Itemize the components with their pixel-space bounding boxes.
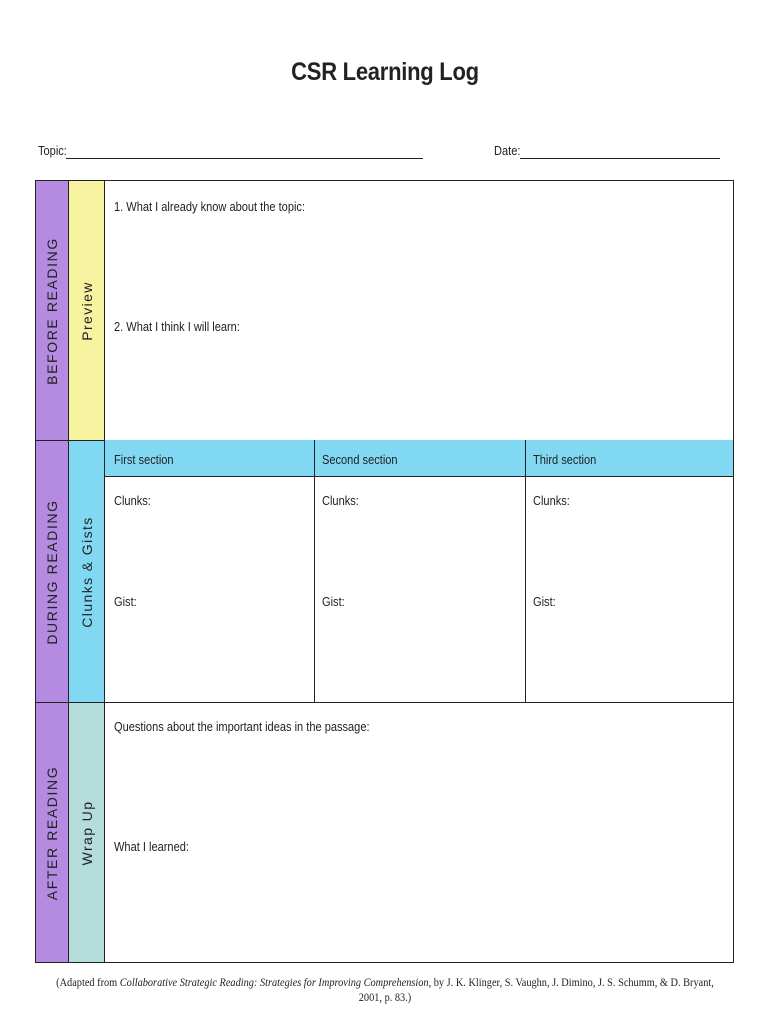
citation-suffix: , by J. K. Klinger, S. Vaughn, J. Dimino, J. S. Schumm, & D. Bryant, 2001, p. 83.) (358, 975, 714, 1004)
gist-label-first: Gist: (114, 594, 137, 609)
date-field[interactable] (520, 158, 720, 159)
citation-footer (54, 975, 716, 1005)
before-reading-band (36, 181, 69, 441)
gist-label-second: Gist: (322, 594, 345, 609)
clunks-gists-label: Clunks & Gists (78, 515, 95, 628)
section-header-first: First section (114, 452, 174, 467)
prior-knowledge-prompt: 1. What I already know about the topic: (114, 199, 306, 214)
learning-log-grid (35, 180, 734, 963)
wrap-up-band (69, 703, 105, 962)
clunks-label-second: Clunks: (322, 493, 359, 508)
clunks-label-first: Clunks: (114, 493, 151, 508)
preview-band (69, 181, 105, 441)
section-divider-1 (314, 440, 315, 702)
during-reading-label: DURING READING (44, 498, 60, 645)
divider-during-after (36, 702, 733, 703)
wrap-up-label: Wrap Up (78, 800, 95, 865)
clunks-gists-band (69, 441, 105, 703)
before-reading-label: BEFORE READING (44, 236, 60, 385)
topic-field[interactable] (66, 158, 423, 159)
clunks-label-third: Clunks: (533, 493, 570, 508)
prediction-prompt: 2. What I think I will learn: (114, 319, 240, 334)
date-label: Date: (494, 143, 521, 158)
topic-label: Topic: (38, 143, 67, 158)
section-header-bar (105, 440, 733, 477)
learned-prompt: What I learned: (114, 839, 189, 854)
citation-prefix: (Adapted from (56, 975, 120, 989)
after-reading-label: AFTER READING (44, 765, 60, 900)
section-header-second: Second section (322, 452, 398, 467)
questions-prompt: Questions about the important ideas in the passage: (114, 719, 370, 734)
after-reading-band (36, 703, 69, 962)
gist-label-third: Gist: (533, 594, 556, 609)
citation-source-title: Collaborative Strategic Reading: Strategies for Improving Comprehension (119, 975, 429, 989)
section-divider-2 (525, 440, 526, 702)
section-header-third: Third section (533, 452, 597, 467)
during-reading-band (36, 441, 69, 703)
page-title: CSR Learning Log (291, 58, 479, 86)
preview-label: Preview (78, 280, 95, 341)
